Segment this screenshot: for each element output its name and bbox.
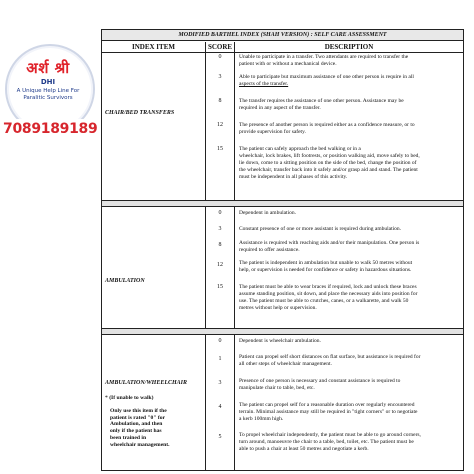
description-line: Unable to participate in a transfer. Two attendants are required to transfer the — [239, 54, 409, 60]
document-title: MODIFIED BARTHEL INDEX (SHAH VERSION) : SELF CARE ASSESSMENT — [102, 30, 463, 41]
description-line: Presence of one person is necessary and constant assistance is required to — [239, 378, 401, 384]
score-value: 8 — [218, 98, 222, 104]
description-line: terrain. Minimal assistance may still be required in "tight corners" or to negotiate — [239, 409, 418, 415]
logo-tagline — [3, 88, 93, 102]
column-divider — [234, 42, 235, 470]
section-label-ambulation: AMBULATION — [105, 278, 145, 284]
description-line: patient with or without a mechanical device. — [239, 61, 337, 67]
score-description — [239, 122, 459, 136]
score-value: 15 — [217, 146, 223, 152]
description-line: Dependent is wheelchair ambulation. — [239, 338, 321, 344]
description-line: the wheelchair, transfer back into it safely and/or grasp aid and stand. The patient — [239, 167, 418, 173]
score-value: 8 — [218, 242, 222, 248]
wheelchair-note-heading: * (If unable to walk) — [105, 395, 154, 401]
logo-org: DHI — [40, 78, 56, 86]
description-line: required in any aspect of the transfer. — [239, 105, 321, 111]
note-line: only if the patient has — [110, 428, 162, 435]
description-line: assume standing position, sit down, and place the necessary aids into position for — [239, 291, 418, 297]
section-divider — [102, 206, 463, 207]
description-line: manipulate chair to table, bed, etc. — [239, 385, 315, 391]
description-line: required to offer assistance. — [239, 247, 300, 253]
logo-tagline-line-1: A Unique Help Line For — [16, 88, 80, 94]
score-value: 4 — [218, 404, 222, 410]
description-line: help, or supervision is needed for confidence or safety in hazardous situations. — [239, 267, 412, 273]
note-line: been trained in — [110, 434, 147, 441]
description-line: all other steps of wheelchair management. — [239, 361, 332, 367]
description-line: Constant presence of one or more assistant is required during ambulation. — [239, 226, 402, 232]
score-value: 1 — [218, 356, 222, 362]
column-header-score: SCORE — [206, 42, 235, 53]
score-value: 12 — [217, 262, 223, 268]
score-value: 3 — [218, 74, 222, 80]
note-line: Only use this item if the — [110, 408, 167, 414]
description-line: The presence of another person is required either as a confidence measure, or to — [239, 122, 415, 128]
section-divider — [102, 334, 463, 335]
note-line: patient is rated "0" for — [110, 414, 165, 421]
column-header-description: DESCRIPTION — [235, 42, 463, 53]
section-label-chair-bed-transfers: CHAIR/BED TRANSFERS — [105, 110, 175, 116]
score-description — [239, 210, 459, 217]
score-description — [239, 402, 459, 423]
score-description — [239, 98, 459, 112]
score-description — [239, 226, 459, 233]
score-value: 0 — [218, 54, 222, 60]
score-value: 12 — [217, 122, 223, 128]
description-line: The patient is independent in ambulation but unable to walk 50 metres without — [239, 260, 413, 266]
wheelchair-usage-note — [110, 408, 204, 448]
section-label-ambulation-wheelchair: AMBULATION/WHEELCHAIR — [105, 380, 188, 386]
description-line: To propel wheelchair independently, the patient must be able to go around corners, — [239, 432, 421, 438]
score-value: 0 — [218, 338, 222, 344]
logo-phone-number: 7089189189 — [3, 121, 98, 137]
description-line: wheelchair, lock brakes, lift footrests, or position walking aid, move safely to bed, — [239, 153, 420, 159]
description-line: a kerb 100mm high. — [239, 416, 284, 422]
description-line: able to push a chair at least 50 metres and negotiate a kerb. — [239, 446, 369, 452]
score-description — [239, 240, 459, 254]
score-description — [239, 284, 459, 312]
description-line: The patient can propel self for a reasonable duration over regularly encountered — [239, 402, 415, 408]
description-line: metres without help or supervision. — [239, 305, 317, 311]
score-description — [239, 260, 459, 274]
description-line: Able to participate but maximum assistance of one other person is require in all — [239, 74, 414, 80]
score-description — [239, 146, 459, 181]
note-line: wheelchair management. — [110, 441, 170, 448]
score-description — [239, 338, 459, 345]
helpline-logo — [3, 44, 98, 144]
description-line: lie down, come to a sitting position on the side of the bed, change the position of — [239, 160, 417, 166]
description-line: turn around, manoeuvre the chair to a table, bed, toilet, etc. The patient must be — [239, 439, 414, 445]
score-description — [239, 354, 459, 368]
score-value: 15 — [217, 284, 223, 290]
description-line: must be independent in all phases of this activity. — [239, 174, 348, 180]
logo-top-text: अर्श श्री — [26, 59, 70, 77]
score-value: 3 — [218, 226, 222, 232]
column-header-index-item: INDEX ITEM — [102, 42, 206, 53]
note-line: Ambulation, and then — [110, 421, 163, 428]
description-line: provide supervision for safety. — [239, 129, 306, 135]
description-line: Dependent in ambulation. — [239, 210, 296, 216]
description-line: Assistance is required with reaching aids and/or their manipulation. One person is — [239, 240, 420, 246]
barthel-index-table — [101, 29, 464, 471]
score-description — [239, 74, 459, 88]
score-description — [239, 54, 459, 68]
logo-tagline-line-2: Paralitic Survivors — [23, 95, 73, 101]
score-value: 3 — [218, 380, 222, 386]
description-line: use. The patient must be able to crutches, canes, or a walkarette, and walk 50 — [239, 298, 409, 304]
description-line: The patient can safely approach the bed walking or in a — [239, 146, 361, 152]
score-value: 0 — [218, 210, 222, 216]
description-line: Patient can propel self short distances on flat surface, but assistance is required for — [239, 354, 421, 360]
description-line: The transfer requires the assistance of one other person. Assistance may be — [239, 98, 404, 104]
description-line: aspects of the transfer. — [239, 81, 289, 87]
score-description — [239, 378, 459, 392]
score-value: 5 — [218, 434, 222, 440]
score-description — [239, 432, 459, 453]
description-line: The patient must be able to wear braces if required, lock and unlock these braces — [239, 284, 417, 290]
